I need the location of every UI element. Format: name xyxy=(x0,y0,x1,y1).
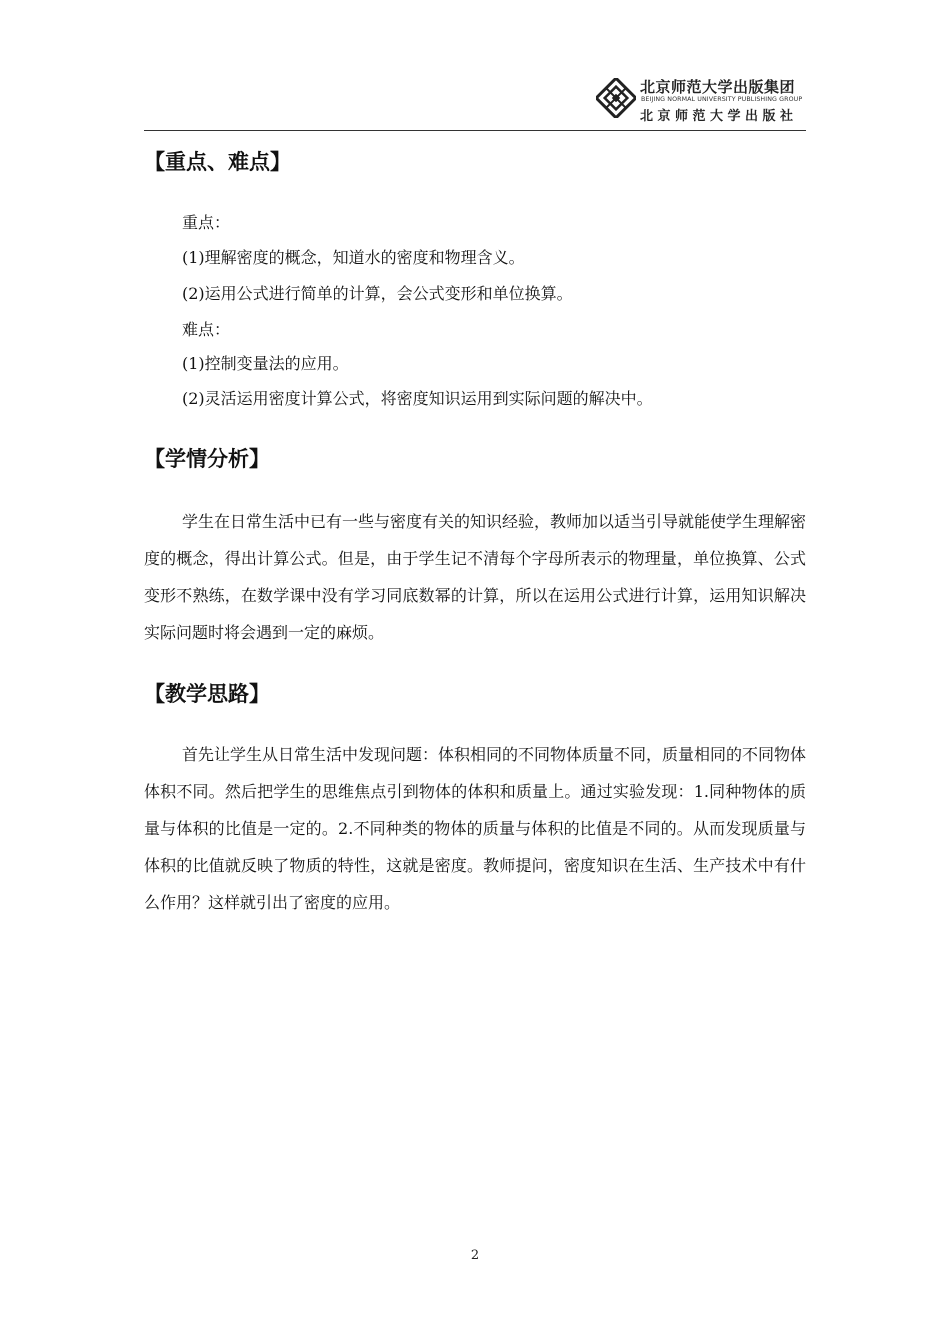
publisher-subname-cn: 北京师范大学出版社 xyxy=(640,109,798,124)
publisher-name-cn: 北京师范大学出版集团 xyxy=(640,78,796,96)
publisher-logo xyxy=(596,76,808,126)
header-divider xyxy=(144,130,806,131)
key-points-line: (2)运用公式进行简单的计算，会公式变形和单位换算。 xyxy=(182,284,573,303)
key-points-line: 重点： xyxy=(182,213,231,232)
section-heading-key-points: 【重点、难点】 xyxy=(144,150,291,174)
approach-paragraph: 首先让学生从日常生活中发现问题：体积相同的不同物体质量不同，质量相同的不同物体体积不同。然后把学生的思维焦点引到物体的体积和质量上。通过实验发现：1.同种物体的质量与体积的比值是一定的。2.不同种类的物体的质量与体积的比值是不同的。从而发现质量与体积的比值就反映了物质的特性，这就是密度。教师提问，密度知识在生活、生产技术中有什么作用？这样就引出了密度的应用。 xyxy=(144,745,807,912)
difficulty-line: (1)控制变量法的应用。 xyxy=(182,354,349,373)
section-heading-approach: 【教学思路】 xyxy=(144,682,270,706)
section-heading-analysis: 【学情分析】 xyxy=(144,447,270,471)
analysis-paragraph: 学生在日常生活中已有一些与密度有关的知识经验，教师加以适当引导就能使学生理解密度的概念，得出计算公式。但是，由于学生记不清每个字母所表示的物理量，单位换算、公式变形不熟练，在数学课中没有学习同底数幂的计算，所以在运用公式进行计算，运用知识解决实际问题时将会遇到一定的麻烦。 xyxy=(144,512,807,642)
bnup-diamond-logo-icon xyxy=(596,78,636,118)
difficulty-label: 难点： xyxy=(182,320,231,339)
publisher-name-en: BEIJING NORMAL UNIVERSITY PUBLISHING GROUP xyxy=(641,96,803,103)
difficulty-line: (2)灵活运用密度计算公式，将密度知识运用到实际问题的解决中。 xyxy=(182,389,653,408)
page-number: 2 xyxy=(470,1248,480,1263)
key-points-line: (1)理解密度的概念，知道水的密度和物理含义。 xyxy=(182,248,525,267)
